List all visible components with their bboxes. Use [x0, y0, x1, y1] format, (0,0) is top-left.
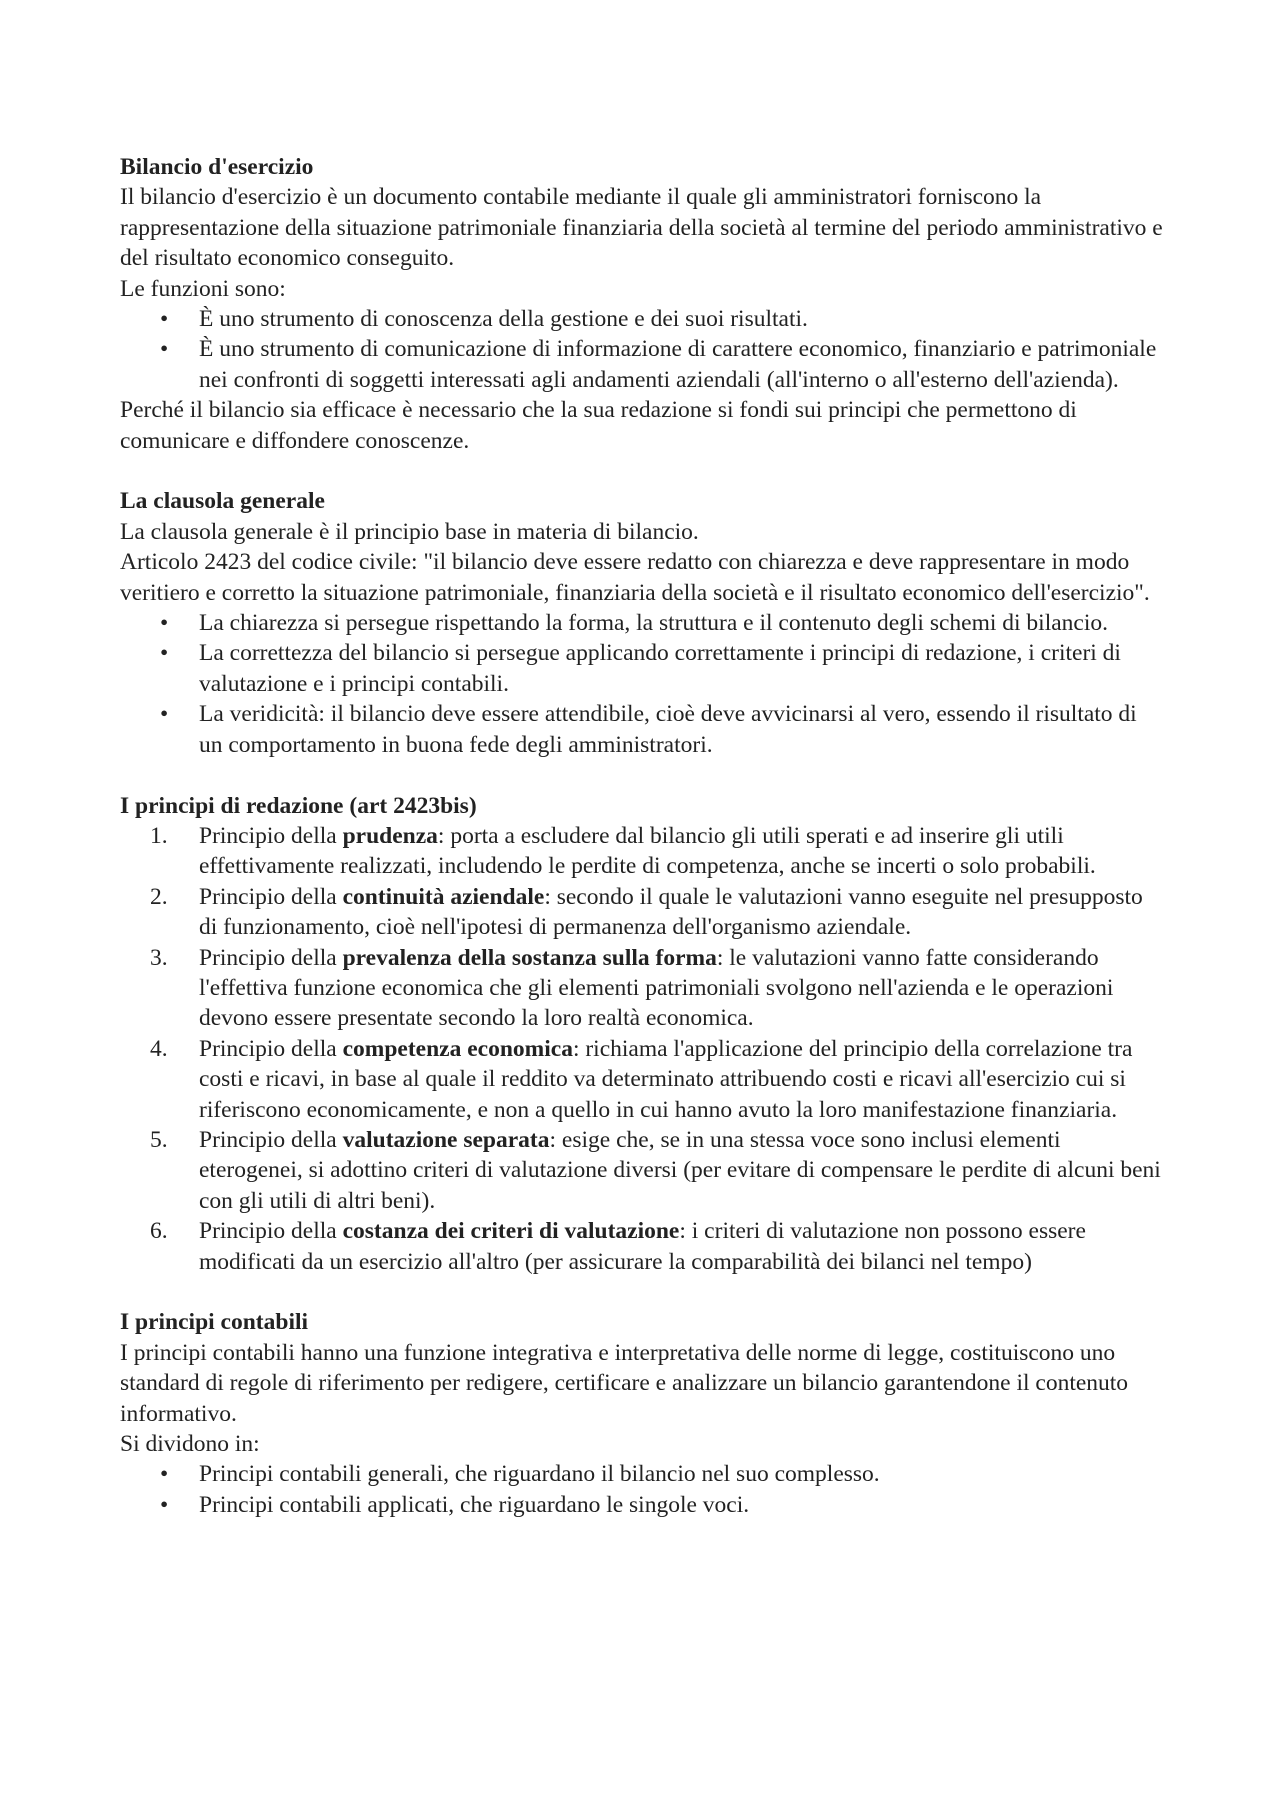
list-item: [120, 608, 1165, 638]
list-number: 3.: [150, 944, 168, 971]
section-spacer: [120, 760, 1165, 790]
paragraph-divide-label: Si dividono in:: [120, 1431, 260, 1458]
bullet-list-contabili: [120, 1459, 1165, 1520]
list-item: [120, 1216, 1165, 1277]
section-title-clausola: La clausola generale: [120, 488, 325, 515]
list-item: [120, 943, 1165, 1034]
list-number: 1.: [150, 822, 168, 849]
item-term: competenza economica: [342, 1035, 573, 1062]
paragraph-bilancio-closing: Perché il bilancio sia efficace è necessario che la sua redazione si fondi sui principi che permettono di comunicare e diffondere conoscenze.: [120, 397, 1077, 454]
paragraph-clausola-line1: La clausola generale è il principio base in materia di bilancio.: [120, 518, 699, 545]
list-number: 6.: [150, 1218, 168, 1245]
list-item-text: È uno strumento di conoscenza della gestione e dei suoi risultati.: [199, 306, 808, 333]
item-text: : le valutazioni vanno fatte considerando l'effettiva funzione economica che gli elementi patrimoniali svolgono nell'azienda e le operazioni devono essere presentate secondo la loro realtà economica.: [199, 944, 1114, 1032]
item-text: : porta a escludere dal bilancio gli utili sperati e ad inserire gli utili effettivamente realizzati, includendo le perdite di competenza, anche se incerti o solo probabili.: [199, 822, 1096, 880]
section-title-contabili: I principi contabili: [120, 1309, 309, 1336]
item-text: : secondo il quale le valutazioni vanno eseguite nel presupposto di funzionamento, cioè nell'ipotesi di permanenza dell'organismo aziendale.: [199, 883, 1143, 941]
item-prefix: Principio della: [199, 883, 343, 910]
paragraph-contabili-intro: I principi contabili hanno una funzione integrativa e interpretativa delle norme di legge, costituiscono uno standard di regole di riferimento per redigere, certificare e analizzare un bilancio garantendone il contenuto informativo.: [120, 1339, 1129, 1427]
list-item: [120, 304, 1165, 334]
bullet-marker: •: [160, 306, 169, 333]
item-term: valutazione separata: [342, 1126, 550, 1153]
list-item-text: È uno strumento di comunicazione di informazione di carattere economico, finanziario e patrimoniale nei confronti di soggetti interessati agli andamenti aziendali (all'interno o all'esterno dell'azienda).: [199, 336, 1157, 393]
list-item: [120, 821, 1165, 882]
bullet-marker: •: [160, 701, 169, 728]
list-item: [120, 1490, 1165, 1520]
list-item: [120, 334, 1165, 395]
list-item: [120, 699, 1165, 760]
item-term: prevalenza della sostanza sulla forma: [342, 944, 717, 971]
list-item-text: La correttezza del bilancio si persegue applicando correttamente i principi di redazione, i criteri di valutazione e i principi contabili.: [199, 640, 1121, 697]
paragraph-clausola-line2: Articolo 2423 del codice civile: "il bilancio deve essere redatto con chiarezza e deve rappresentare in modo veritiero e corretto la situazione patrimoniale, finanziaria della società e il risultato economico dell'esercizio".: [120, 549, 1150, 606]
list-item: [120, 1125, 1165, 1216]
list-number: 2.: [150, 883, 168, 910]
section-spacer: [120, 1277, 1165, 1307]
list-item: [120, 1034, 1165, 1125]
list-item-text: La chiarezza si persegue rispettando la forma, la struttura e il contenuto degli schemi di bilancio.: [199, 610, 1108, 637]
paragraph-functions-label: Le funzioni sono:: [120, 275, 286, 302]
list-item: [120, 638, 1165, 699]
list-item-text: Principi contabili generali, che riguardano il bilancio nel suo complesso.: [199, 1461, 880, 1488]
item-text: : i criteri di valutazione non possono essere modificati da un esercizio all'altro (per assicurare la comparabilità dei bilanci nel tempo): [199, 1218, 1086, 1275]
bullet-marker: •: [160, 1491, 169, 1518]
list-item-text: Principi contabili applicati, che riguardano le singole voci.: [199, 1491, 750, 1518]
item-prefix: Principio della: [199, 822, 343, 849]
bullet-marker: •: [160, 640, 169, 667]
list-item: [120, 882, 1165, 943]
document-page: [120, 152, 1165, 1520]
bullet-list-functions: [120, 304, 1165, 395]
bullet-marker: •: [160, 1461, 169, 1488]
list-item: [120, 1459, 1165, 1489]
numbered-list-principi-redazione: [120, 821, 1165, 1277]
bullet-list-clausola: [120, 608, 1165, 760]
item-term: costanza dei criteri di valutazione: [342, 1218, 680, 1245]
bullet-marker: •: [160, 610, 169, 637]
list-number: 4.: [150, 1035, 168, 1062]
list-item-text: La veridicità: il bilancio deve essere attendibile, cioè deve avvicinarsi al vero, essendo il risultato di un comportamento in buona fede degli amministratori.: [199, 701, 1137, 758]
section-title-redazione: I principi di redazione (art 2423bis): [120, 792, 477, 819]
item-text: : richiama l'applicazione del principio della correlazione tra costi e ricavi, in base al quale il reddito va determinato attribuendo costi e ricavi all'esercizio cui si riferiscono economicamente, e non a quello in cui hanno avuto la loro manifestazione finanziaria.: [199, 1035, 1133, 1123]
section-title-bilancio: Bilancio d'esercizio: [120, 154, 314, 180]
list-number: 5.: [150, 1126, 168, 1153]
item-prefix: Principio della: [199, 1218, 343, 1245]
item-term: continuità aziendale: [342, 883, 545, 910]
item-prefix: Principio della: [199, 944, 343, 971]
item-term: prudenza: [342, 822, 438, 849]
section-spacer: [120, 456, 1165, 486]
paragraph-bilancio-intro: Il bilancio d'esercizio è un documento contabile mediante il quale gli amministratori forniscono la rappresentazione della situazione patrimoniale finanziaria della società al termine del periodo amministrativo e del risultato economico conseguito.: [120, 184, 1163, 272]
item-prefix: Principio della: [199, 1126, 343, 1153]
item-prefix: Principio della: [199, 1035, 343, 1062]
item-text: : esige che, se in una stessa voce sono inclusi elementi eterogenei, si adottino criteri di valutazione diversi (per evitare di compensare le perdite di alcuni beni con gli utili di altri beni).: [199, 1126, 1161, 1214]
bullet-marker: •: [160, 336, 169, 363]
